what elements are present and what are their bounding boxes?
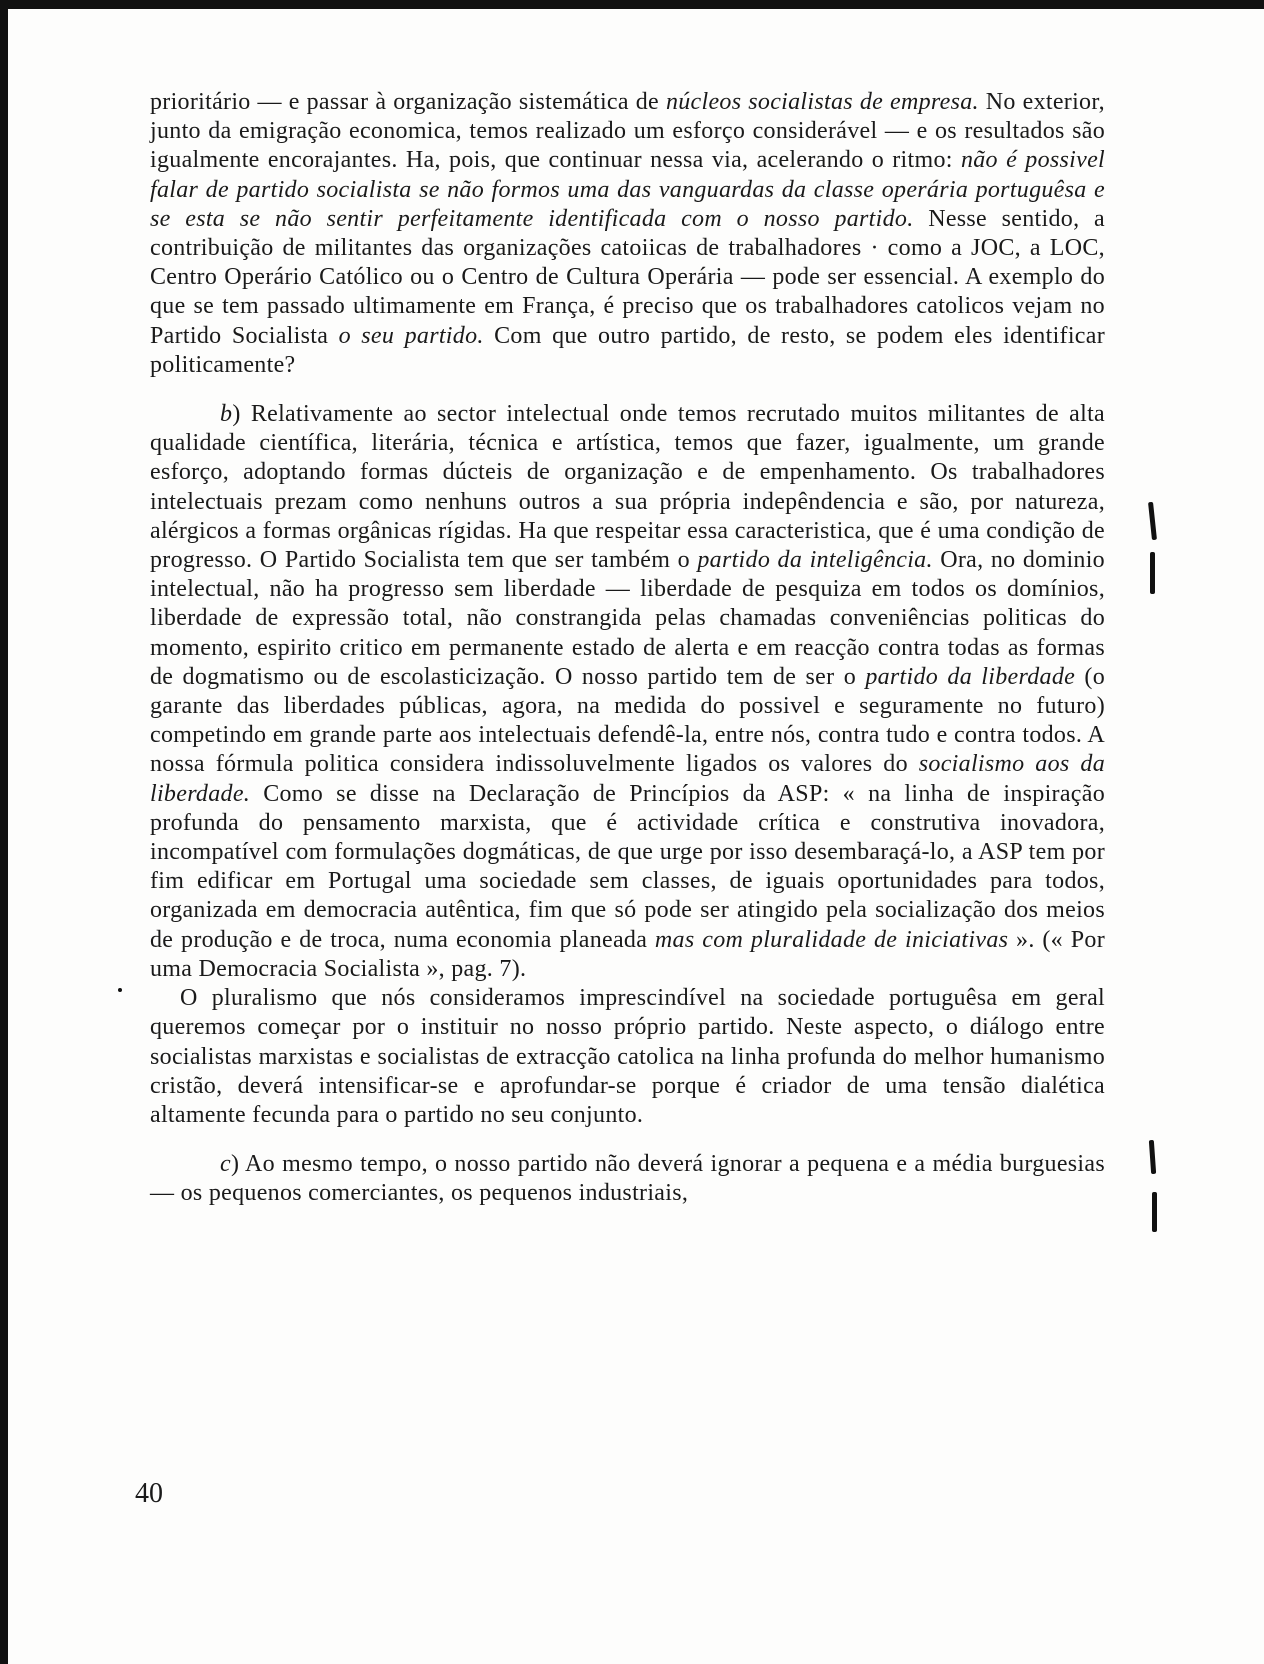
body-text <box>150 88 1105 1209</box>
paragraph-bourgeoisie <box>150 1150 1105 1208</box>
italic-run: partido da liberdade <box>865 663 1076 690</box>
italic-run: b <box>220 401 233 428</box>
text-run: ». (« Por uma Democracia Socialista », pag. 7). <box>150 926 1105 982</box>
italic-run: mas com pluralidade de iniciativas <box>654 926 1009 953</box>
margin-mark <box>1152 1192 1157 1232</box>
paragraph-pluralism <box>150 984 1105 1130</box>
italic-run: socialismo aos da liberdade. <box>150 751 1106 807</box>
text-run: No exterior, junto da emigração economica, temos realizado um esforço considerável — e os resultados são igualmente encorajantes. Ha, pois, que continuar nessa via, acelerando o ritmo: <box>150 89 1105 174</box>
italic-run: o seu partido. <box>338 322 484 349</box>
italic-run: partido da inteligência. <box>697 547 933 574</box>
text-run: Ora, no dominio intelectual, não ha progresso sem liberdade — liberdade de pesquiza em todos os domínios, liberdade de expressão total, não constrangida pelas chamadas conveniências politicas do momento, espirito critico em permanente estado de alerta e em reacção contra todas as formas de dogmatismo ou de escolasticização. O nosso partido tem de ser o <box>150 547 1105 690</box>
text-run: Com que outro partido, de resto, se podem eles identificar politicamente? <box>150 322 1105 378</box>
margin-mark <box>1148 502 1157 540</box>
margin-mark <box>1149 1140 1156 1174</box>
text-run: prioritário — e passar à organização sistemática de <box>150 89 666 115</box>
italic-run: não é possivel falar de partido socialista se não formos uma das vanguardas da classe operária portuguêsa e se esta se não sentir perfeitamente identificada com o nosso partido. <box>150 147 1105 232</box>
margin-dot <box>118 988 122 992</box>
text-run: O pluralismo que nós consideramos imprescindível na sociedade portuguêsa em geral queremos começar por o instituir no nosso próprio partido. Neste aspecto, o diálogo entre socialistas marxistas e socialistas de extracção catolica na linha profunda do melhor humanismo cristão, deverá intensificar-se e aprofundar-se porque é criador de uma tensão dialética altamente fecunda para o partido no seu conjunto. <box>150 985 1105 1128</box>
text-run: Como se disse na Declaração de Princípios da ASP: « na linha de inspiração profunda do pensamento marxista, que é actividade crítica e construtiva inovadora, incompatível com formulações dogmáticas, de que urge por isso desembaraçá-lo, a ASP tem por fim edificar em Portugal uma sociedade sem classes, de iguais oportunidades para todos, organizada em democracia autêntica, fim que só pode ser atingido pela socialização dos meios de produção e de troca, numa economia planeada <box>150 780 1105 953</box>
paragraph-intellectual-sector <box>150 400 1105 984</box>
text-run: Nesse sentido, a contribuição de militantes das organizações catoiicas de trabalhadores · como a JOC, a LOC, Centro Operário Católico ou o Centro de Cultura Operária — pode ser essencial. A exemplo do que se tem passado ultimamente em França, é preciso que os trabalhadores catolicos vejam no Partido Socialista <box>150 205 1105 349</box>
page-number: 40 <box>135 1478 163 1509</box>
italic-run: núcleos socialistas de empresa. <box>665 89 979 115</box>
text-run: ) Ao mesmo tempo, o nosso partido não deverá ignorar a pequena e a média burguesias — os pequenos comerciantes, os pequenos industriais, <box>150 1151 1105 1207</box>
scan-edge-top <box>0 0 1264 9</box>
scan-edge-left <box>0 0 8 1664</box>
paragraph-emigration <box>150 88 1105 380</box>
margin-mark <box>1150 552 1155 594</box>
italic-run: c <box>220 1151 231 1178</box>
text-run: ) Relativamente ao sector intelectual onde temos recrutado muitos militantes de alta qualidade científica, literária, técnica e artística, temos que fazer, igualmente, um grande esforço, adoptando formas dúcteis de organização e de empenhamento. Os trabalhadores intelectuais prezam como nenhuns outros a sua própria indepêndencia e são, por natureza, alérgicos a formas orgânicas rígidas. Ha que respeitar essa caracteristica, que é uma condição de progresso. O Partido Socialista tem que ser também o <box>150 401 1105 574</box>
text-run: (o garante das liberdades públicas, agora, na medida do possivel e seguramente no futuro) competindo em grande parte aos intelectuais defendê-la, entre nós, contra tudo e contra todos. A nossa fórmula politica considera indissoluvelmente ligados os valores do <box>150 663 1105 778</box>
